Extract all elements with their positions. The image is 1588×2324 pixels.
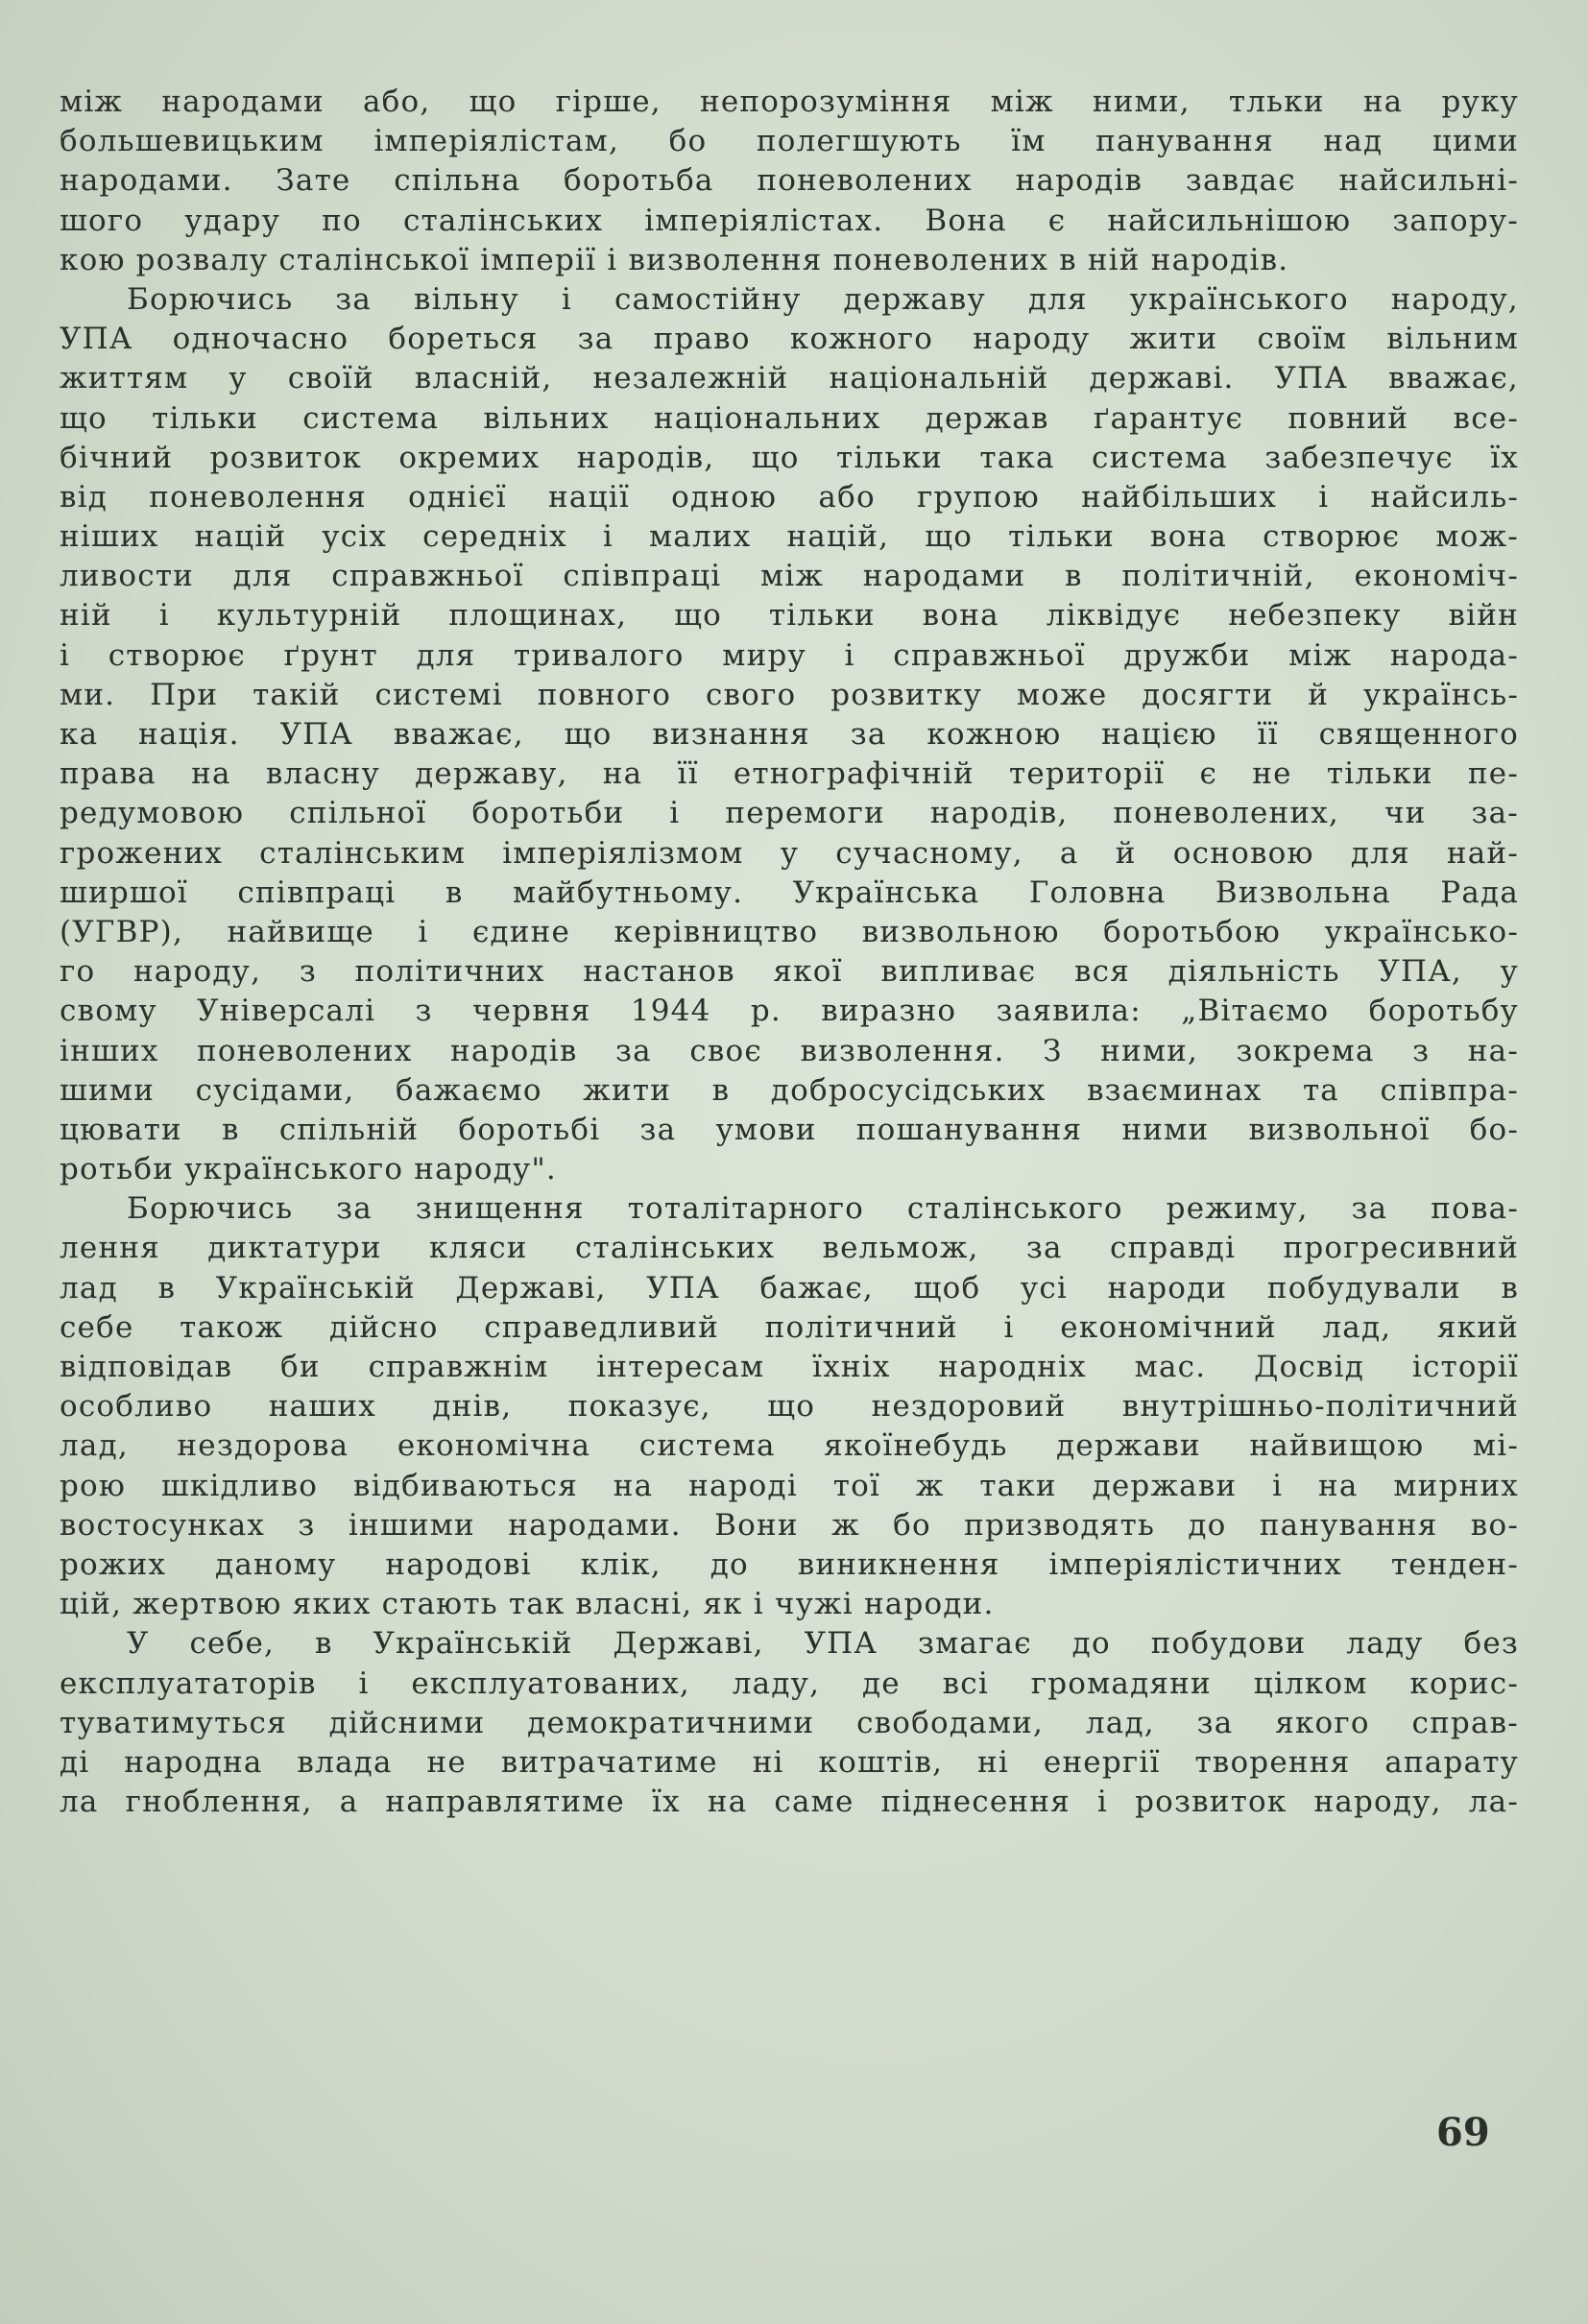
- text-line: свому Універсалі з червня 1944 р. виразно заявила: „Вітаємо боротьбу: [60, 994, 1519, 1029]
- text-line: ширшої співпраці в майбутньому. Українська Головна Визвольна Рада: [60, 874, 1519, 910]
- text-line: експлуататорів і експлуатованих, ладу, де всі громадяни цілком корис-: [60, 1665, 1519, 1701]
- text-line: У себе, в Українській Державі, УПА змагає до побудови ладу без: [127, 1626, 1519, 1662]
- text-line: ній і культурній площинах, що тільки вона ліквідує небезпеку війн: [60, 598, 1519, 634]
- text-line: лад, нездорова економічна система якоїнебудь держави найвищою мі-: [60, 1428, 1519, 1464]
- text-line: рожих даному народові клік, до виникнення імперіялістичних тенден-: [60, 1546, 1519, 1582]
- text-line: шими сусідами, бажаємо жити в добросусідських взаєминах та співпра-: [60, 1072, 1519, 1108]
- text-line: Борючись за знищення тоталітарного сталінського режиму, за пова-: [127, 1191, 1519, 1227]
- text-line: що тільки система вільних національних держав ґарантує повний все-: [60, 400, 1519, 436]
- paragraph: [60, 1624, 1519, 1822]
- text-line: життям у своїй власній, незалежній національній державі. УПА вважає,: [60, 361, 1519, 396]
- paragraph: [60, 83, 1519, 280]
- text-line: го народу, з політичних настанов якої випливає вся діяльність УПА, у: [60, 954, 1519, 990]
- text-line: большевицьким імперіялістам, бо полегшують їм панування над цими: [60, 124, 1519, 159]
- text-line: туватимуться дійсними демократичними свободами, лад, за якого справ-: [60, 1705, 1519, 1740]
- text-line: бічний розвиток окремих народів, що тільки така система забезпечує їх: [60, 440, 1519, 475]
- text-line: ливости для справжньої співпраці між народами в політичній, економіч-: [60, 559, 1519, 594]
- text-line: відповідав би справжнім інтересам їхніх народніх мас. Досвід історії: [60, 1350, 1519, 1384]
- text-line: особливо наших днів, показує, що нездоровий внутрішньо-політичний: [60, 1389, 1519, 1425]
- paragraph: [60, 1189, 1519, 1624]
- text-line: і створює ґрунт для тривалого миру і справжньої дружби між народа-: [60, 637, 1519, 673]
- text-line: ка нація. УПА вважає, що визнання за кожною нацією її священного: [60, 717, 1519, 752]
- text-line: себе також дійсно справедливий політичний і економічний лад, який: [60, 1309, 1519, 1345]
- paragraph: [60, 280, 1519, 1189]
- body-text: [60, 83, 1519, 1822]
- text-line: цій, жертвою яких стають так власні, як і чужі народи.: [60, 1587, 995, 1622]
- text-line: ді народна влада не витрачатиме ні коштів, ні енергії творення апарату: [60, 1744, 1519, 1780]
- text-line: між народами або, що гірше, непорозуміння між ними, тльки на руку: [60, 84, 1519, 119]
- text-line: Борючись за вільну і самостійну державу для українського народу,: [127, 281, 1519, 317]
- text-line: грожених сталінським імперіялізмом у сучасному, а й основою для най-: [60, 835, 1519, 871]
- text-line: кою розвалу сталінської імперії і визволення поневолених в ній народів.: [60, 242, 1289, 277]
- text-line: ніших націй усіх середніх і малих націй, що тільки вона створює мож-: [60, 519, 1519, 555]
- text-line: інших поневолених народів за своє визволення. З ними, зокрема з на-: [60, 1033, 1519, 1068]
- page-number: 69: [1436, 2110, 1490, 2155]
- text-line: ротьби українського народу".: [60, 1152, 557, 1187]
- text-line: ми. При такій системі повного свого розвитку може досягти й українсь-: [60, 677, 1519, 712]
- text-line: редумовою спільної боротьби і перемоги народів, поневолених, чи за-: [60, 796, 1519, 831]
- text-line: востосунках з іншими народами. Вони ж бо призводять до панування во-: [60, 1507, 1519, 1543]
- text-line: права на власну державу, на її етнографічній території є не тільки пе-: [60, 756, 1519, 792]
- text-line: рою шкідливо відбиваються на народі тої ж таки держави і на мирних: [60, 1468, 1519, 1503]
- text-line: лення диктатури кляси сталінських вельмож, за справді прогресивний: [60, 1231, 1519, 1266]
- text-line: від поневолення однієї нації одною або групою найбільших і найсиль-: [60, 479, 1519, 515]
- text-line: цювати в спільній боротьбі за умови пошанування ними визвольної бо-: [60, 1112, 1519, 1147]
- text-line: народами. Зате спільна боротьба поневолених народів завдає найсильні-: [60, 163, 1519, 199]
- text-line: ла гноблення, а направлятиме їх на саме піднесення і розвиток народу, ла-: [60, 1785, 1519, 1820]
- text-line: (УГВР), найвище і єдине керівництво визвольною боротьбою українсько-: [60, 914, 1519, 949]
- text-line: УПА одночасно бореться за право кожного народу жити своїм вільним: [60, 322, 1519, 357]
- text-line: лад в Українській Державі, УПА бажає, щоб усі народи побудували в: [60, 1270, 1519, 1306]
- text-line: шого удару по сталінських імперіялістах. Вона є найсильнішою запору-: [60, 203, 1519, 238]
